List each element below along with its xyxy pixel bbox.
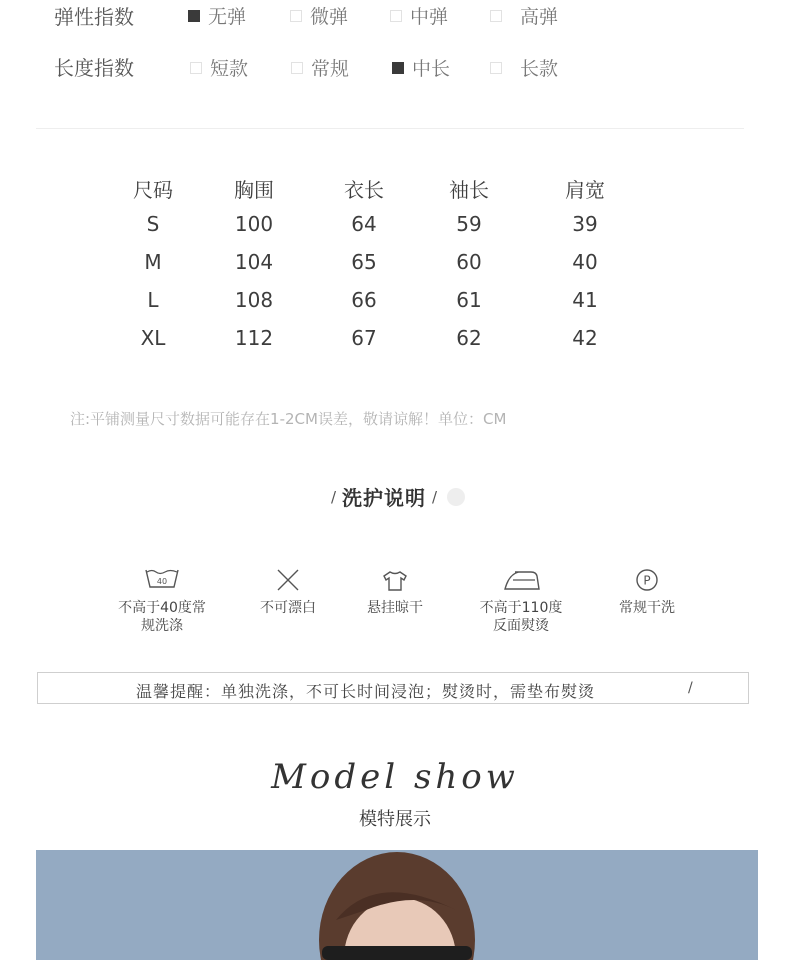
care-title-text: 洗护说明 [342, 486, 426, 510]
elasticity-option-medium: 中弹 [390, 2, 448, 29]
care-label-dry: 悬挂晾干 [367, 600, 423, 616]
care-reminder-text: 温馨提醒：单独洗涤，不可长时间浸泡；熨烫时，需垫布熨烫 [136, 682, 596, 701]
checkbox-empty-icon [490, 10, 502, 22]
checkbox-filled-icon [392, 62, 404, 74]
decorative-dot-icon [447, 488, 465, 506]
checkbox-empty-icon [290, 10, 302, 22]
table-cell: 40 [572, 250, 598, 274]
svg-text:Model show: Model show [271, 757, 519, 797]
care-label-bleach: 不可漂白 [260, 600, 316, 616]
table-cell: 67 [351, 326, 377, 350]
wash-40-icon [144, 566, 180, 594]
care-reminder-box [37, 672, 749, 704]
care-label-wash: 不高于40度常 规洗涤 [118, 600, 206, 634]
title-left-mark: / [330, 487, 336, 506]
section-divider [36, 128, 744, 129]
dry-clean-p-icon [635, 568, 659, 596]
table-cell: 100 [234, 212, 274, 236]
care-label-iron: 不高于110度 反面熨烫 [479, 600, 563, 634]
table-cell: 65 [351, 250, 377, 274]
table-cell: 42 [572, 326, 598, 350]
hang-dry-icon [382, 570, 408, 596]
model-show-subtitle: 模特展示 [359, 809, 431, 830]
length-option-long: 长款 [490, 54, 558, 81]
table-cell: 112 [234, 326, 274, 350]
reminder-mark: / [688, 680, 693, 696]
table-cell: 60 [456, 250, 482, 274]
header-chest: 胸围 [234, 178, 274, 202]
svg-text:40: 40 [156, 577, 168, 586]
length-label: 长度指数 [54, 56, 134, 80]
table-cell: L [147, 288, 159, 312]
header-sleeve: 袖长 [449, 178, 489, 202]
table-cell: 66 [351, 288, 377, 312]
checkbox-empty-icon [390, 10, 402, 22]
care-label-dryclean: 常规干洗 [619, 600, 675, 616]
model-show-script-title [0, 752, 790, 802]
table-cell: 41 [572, 288, 598, 312]
checkbox-empty-icon [190, 62, 202, 74]
table-cell: 64 [351, 212, 377, 236]
table-cell: XL [140, 326, 166, 350]
table-cell: 59 [456, 212, 482, 236]
measurement-note: 注:平铺测量尺寸数据可能存在1-2CM误差，敬请谅解！单位：CM [70, 410, 507, 428]
table-cell: 62 [456, 326, 482, 350]
length-option-short: 短款 [190, 54, 248, 81]
elasticity-label: 弹性指数 [54, 5, 134, 29]
elasticity-option-slight: 微弹 [290, 2, 348, 29]
table-cell: S [146, 212, 160, 236]
checkbox-filled-icon [188, 10, 200, 22]
table-cell: 104 [234, 250, 274, 274]
svg-text:P: P [643, 573, 651, 588]
length-option-regular: 常规 [291, 54, 349, 81]
table-cell: M [144, 250, 162, 274]
length-option-midlength: 中长 [392, 54, 450, 81]
header-shoulder: 肩宽 [565, 178, 605, 202]
header-size: 尺码 [133, 178, 173, 202]
care-section-title [0, 482, 790, 511]
no-bleach-icon [276, 568, 300, 596]
elasticity-option-high: 高弹 [490, 2, 558, 29]
table-cell: 39 [572, 212, 598, 236]
elasticity-option-none: 无弹 [188, 2, 246, 29]
table-cell: 108 [234, 288, 274, 312]
checkbox-empty-icon [490, 62, 502, 74]
checkbox-empty-icon [291, 62, 303, 74]
iron-icon [503, 568, 541, 596]
table-cell: 61 [456, 288, 482, 312]
model-photo [36, 850, 758, 960]
header-length: 衣长 [344, 178, 384, 202]
title-right-mark: / [432, 487, 438, 506]
